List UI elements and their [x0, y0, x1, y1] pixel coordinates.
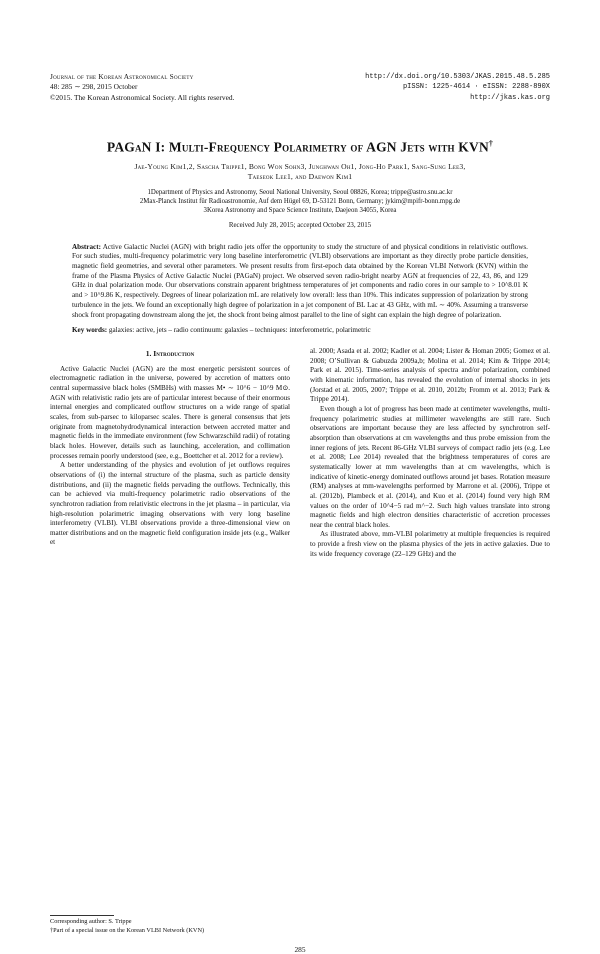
paragraph: Even though a lot of progress has been made at centimeter wavelengths, multi-frequency polarimetric studies at millimeter wavelengths are still rare. Such observations are important because they are less affected by synchrotron self-absorption than observations at cm wavelengths and thus probe emission from the inner regions of jets. Recent 86-GHz VLBI surveys of compact radio jets (e.g. Lee et al. 2008; Lee 2014) revealed that the brightness temperatures of cores are systematically lower at mm wavelengths than at cm wavelengths, which is indicative of kinetic-energy dominated outflows around jet bases. Rotation measure (RM) analyses at mm-wavelengths performed by Marrone et al. (2006), Trippe et al. (2012b), Plambeck et al. (2014), and Kuo et al. (2014) found very high RM values on the order of 10^4−5 rad m^−2. Such high values translate into strong magnetic fields and high electron densities characteristic of accretion processes near the central black holes.	[310, 404, 550, 529]
issn-line: pISSN: 1225-4614 · eISSN: 2288-890X	[402, 83, 550, 92]
paragraph: As illustrated above, mm-VLBI polarimetry at multiple frequencies is required to provide a fresh view on the plasma physics of the jets in active galaxies. Due to its wide frequency coverage (22–129 GHz) and the	[310, 530, 550, 558]
footnote-divider	[50, 915, 114, 916]
authors-line-2: Taeseok Lee1, and Daewon Kim1	[247, 172, 353, 182]
keywords	[72, 326, 528, 336]
paper-title-text: PAGaN I: Multi-Frequency Polarimetry of AGN Jets with KVN	[106, 139, 489, 155]
affiliation-1: 1Department of Physics and Astronomy, Seoul National University, Seoul 08826, Korea; trippe@astro.snu.ac.kr	[147, 188, 453, 196]
paper-page	[50, 72, 550, 954]
journal-name: Journal of the Korean Astronomical Society	[50, 72, 194, 81]
footnotes	[50, 918, 290, 935]
doi-link[interactable]: http://dx.doi.org/10.5303/JKAS.2015.48.5.285	[365, 73, 550, 81]
paragraph: Active Galactic Nuclei (AGN) are the most energetic persistent sources of electromagnetic radiation in the universe, powered by accretion of matters onto central supermassive black holes (SMBHs) with masses M• ∼ 10^6 − 10^9 M⊙. AGN with relativistic radio jets are of particular interest because of their enormous internal energies and complicated outflow structures on a wide range of spatial scales, from sub-parsec to kiloparsec scales. There is general consensus that jets originate from magnetohydrodynamical interaction between accreted matter and magnetic fields in the immediate environment (few Schwarzschild radii) of rotating black holes. However, details such as launching, acceleration, and collimation processes remain poorly understood (see, e.g., Boettcher et al. 2012 for a review).	[50, 364, 290, 460]
affiliation-2: 2Max-Planck Institut für Radioastronomie, Auf dem Hügel 69, D-53121 Bonn, Germany; jykim@mpifr-bonn.mpg.de	[139, 197, 461, 205]
header-right	[365, 72, 550, 103]
abstract	[72, 243, 528, 321]
right-column	[310, 347, 550, 559]
volume-line: 48: 285 ∼ 298, 2015 October	[50, 82, 138, 92]
abstract-text: Active Galactic Nuclei (AGN) with bright radio jets offer the opportunity to study the structure of and physical conditions in relativistic outflows. For such studies, multi-frequency polarimetric very long baseline interferometric (VLBI) observations are important as they directly probe particle densities, magnetic field geometries, and several other parameters. We present results from first-epoch data obtained by the Korean VLBI Network (KVN) within the frame of the Plasma Physics of Active Galactic Nuclei (PAGaN) project. We observed seven radio-bright nearby AGN at frequencies of 22, 43, 86, and 129 GHz in dual polarization mode. Our observations constrain apparent brightness temperatures of jet components and radio cores in our sample to > 10^8.01 K and > 10^9.86 K, respectively. Degrees of linear polarization mL are relatively low overall: less than 10%. This indicates suppression of polarization by strong turbulence in the jets. We found an exceptionally high degree of polarization in a jet component of BL Lac at 43 GHz, with mL ∼ 40%. Assuming a transverse shock front propagating downstream along the jet, the shock front being almost parallel to the line of sight can explain the high degree of polarization.	[72, 242, 528, 319]
left-column	[50, 347, 290, 548]
paper-title	[50, 136, 550, 156]
keywords-label: Key words:	[72, 326, 108, 335]
copyright-line: ©2015. The Korean Astronomical Society. All rights reserved.	[50, 92, 235, 102]
section-heading-introduction: 1. Introduction	[145, 349, 195, 358]
journal-url-link[interactable]: http://jkas.kas.org	[470, 93, 550, 102]
keywords-text: galaxies: active, jets – radio continuum: galaxies – techniques: interferometric, polarimetric	[108, 326, 371, 335]
affiliations	[50, 188, 550, 216]
running-header	[50, 72, 550, 110]
page-number: 285	[294, 945, 306, 954]
title-footnote-mark: †	[488, 139, 494, 148]
paragraph: al. 2000; Asada et al. 2002; Kadler et al. 2004; Lister & Homan 2005; Gomez et al. 2008; O’Sullivan & Gabuzda 2009a,b; Molina et al. 2014; Kim & Trippe 2014; Park et al. 2015). Time-series analysis of spectra and/or polarization, combined with kinematic information, has revealed the evolution of internal shocks in jets (Jorstad et al. 2005, 2007; Trippe et al. 2010, 2012b; Fromm et al. 2013; Park & Trippe 2014).	[310, 347, 550, 404]
received-dates: Received July 28, 2015; accepted October 23, 2015	[228, 221, 372, 229]
affiliation-3: 3Korea Astronomy and Space Science Institute, Daejeon 34055, Korea	[203, 207, 397, 215]
paragraph: A better understanding of the physics and evolution of jet outflows requires observations of (i) the internal structure of the plasma, such as particle density distributions, and (ii) the magnetic fields pervading the outflows. Technically, this can be achieved via multi-frequency polarimetric radio observations of the synchrotron radiation from relativistic electrons in the jet plasma – in particular, via high-resolution polarimetric imaging observations with very long baseline interferometry (VLBI). VLBI observations provide a three-dimensional view on matter distributions and on the magnetic field configuration inside jets (e.g., Walker et	[50, 461, 290, 547]
authors-line-1: Jae-Young Kim1,2, Sascha Trippe1, Bong Won Sohn3, Junghwan Oh1, Jong-Ho Park1, Sang-Sung Lee3,	[134, 161, 466, 171]
author-list	[50, 162, 550, 183]
abstract-label: Abstract:	[72, 242, 101, 251]
footnote-corresponding-author: Corresponding author: S. Trippe	[50, 918, 132, 925]
header-left	[50, 72, 234, 103]
footnote-special-issue: †Part of a special issue on the Korean VLBI Network (KVN)	[50, 926, 205, 934]
